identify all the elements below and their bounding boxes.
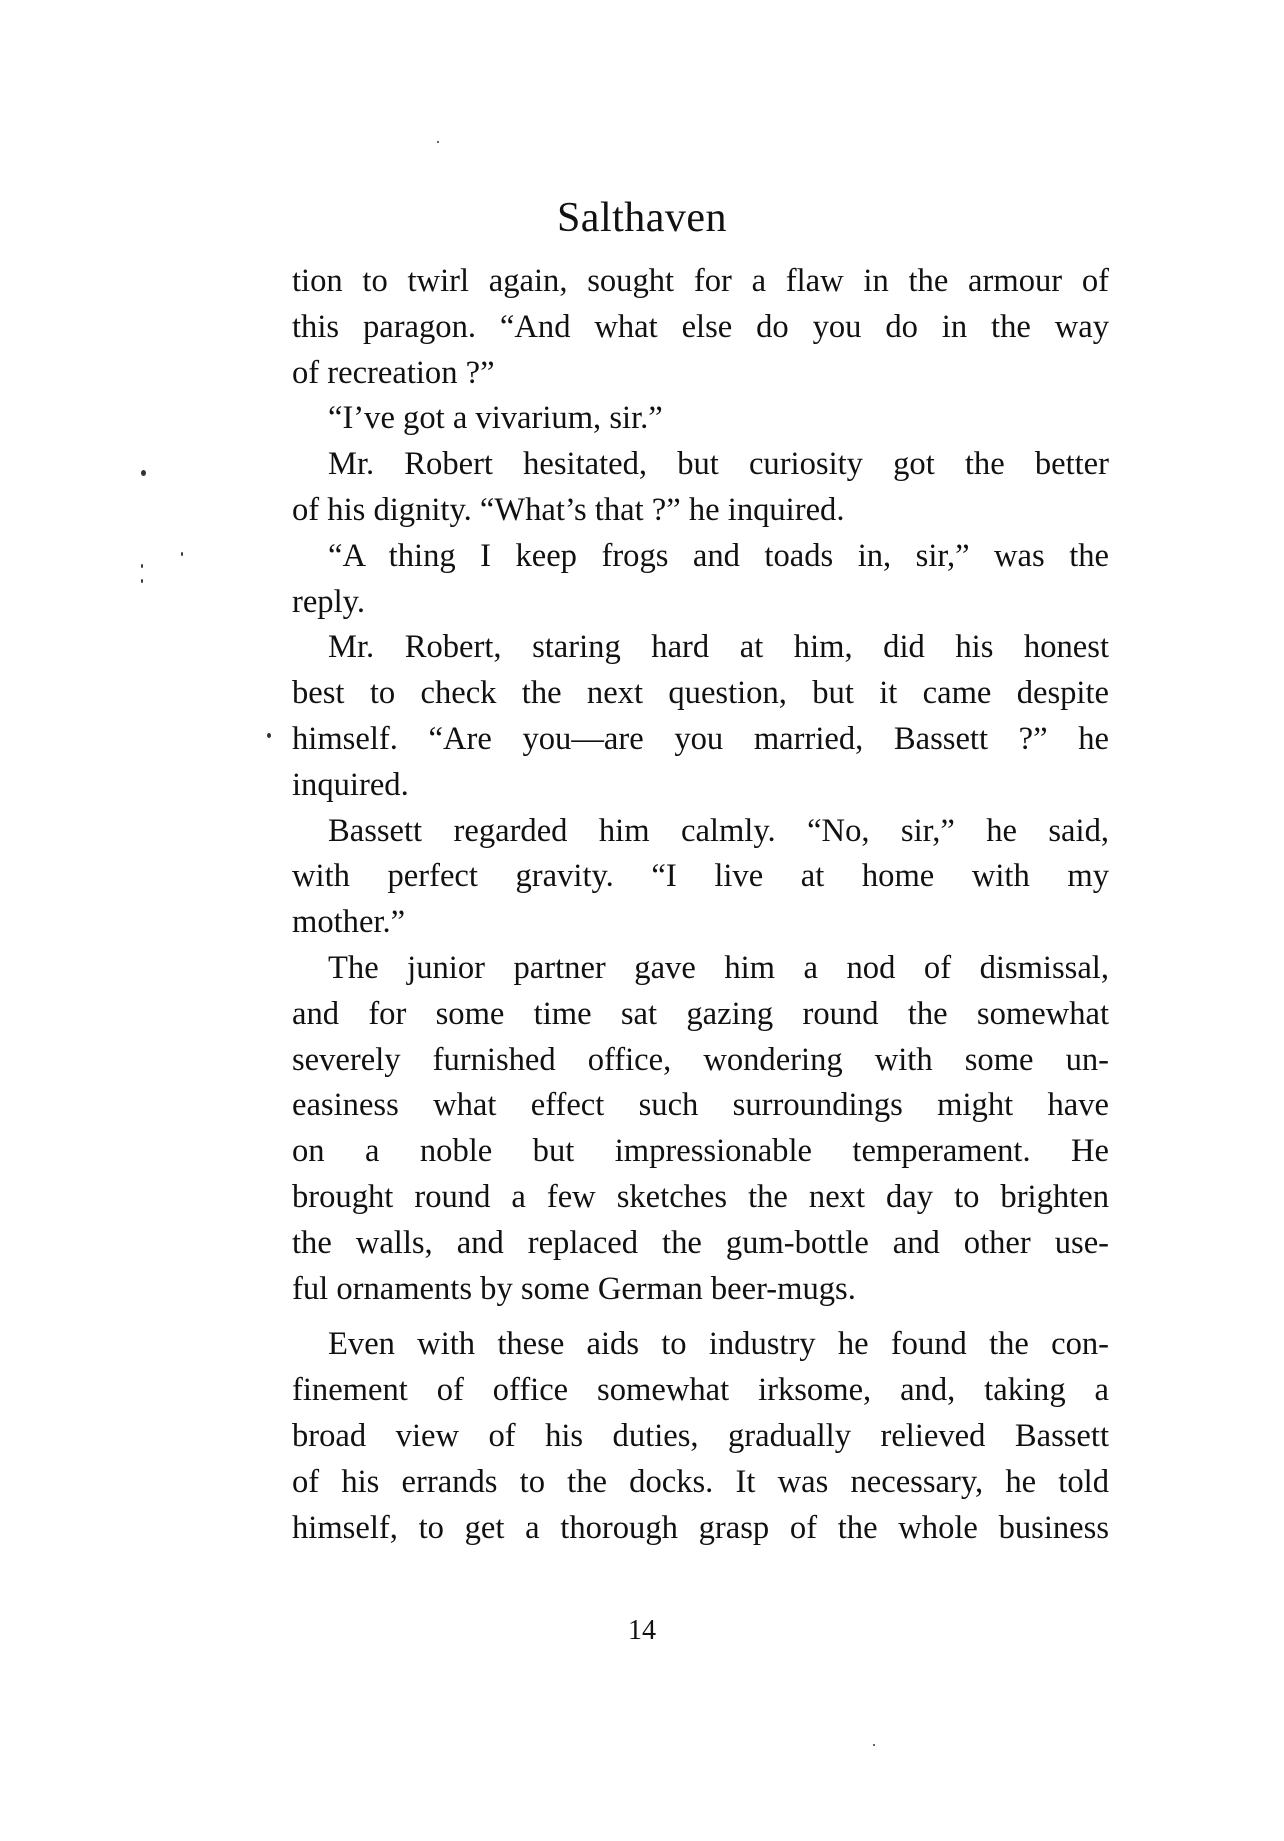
text-line: The junior partner gave him a nod of dismissal, <box>328 949 1109 986</box>
text-line: the walls, and replaced the gum-bottle and other use- <box>292 1224 1109 1261</box>
text-line: inquired. <box>292 766 409 803</box>
text-line: “I’ve got a vivarium, sir.” <box>328 400 663 437</box>
text-line: best to check the next question, but it came despite <box>292 675 1109 712</box>
body-text <box>292 259 1109 1551</box>
scan-speck <box>141 579 143 583</box>
text-line: mother.” <box>292 904 406 941</box>
text-line: “A thing I keep frogs and toads in, sir,” was the <box>328 537 1109 574</box>
text-line: Mr. Robert hesitated, but curiosity got the better <box>328 446 1109 483</box>
text-line: easiness what effect such surroundings might have <box>292 1087 1109 1124</box>
page-number: 14 <box>628 1615 656 1646</box>
text-line: this paragon. “And what else do you do in the way <box>292 308 1109 345</box>
scan-speck <box>437 141 439 143</box>
text-line: of his errands to the docks. It was necessary, he told <box>292 1463 1109 1500</box>
text-line: finement of office somewhat irksome, and, taking a <box>292 1372 1109 1409</box>
text-line: himself, to get a thorough grasp of the whole business <box>292 1509 1109 1546</box>
text-line: reply. <box>292 583 365 620</box>
scan-speck <box>267 733 271 738</box>
text-line: of his dignity. “What’s that ?” he inquired. <box>292 491 845 528</box>
text-line: ful ornaments by some German beer-mugs. <box>292 1270 856 1307</box>
scan-speck <box>141 564 143 568</box>
text-line: brought round a few sketches the next day to brighten <box>292 1178 1109 1215</box>
text-line: Mr. Robert, staring hard at him, did his honest <box>328 629 1109 666</box>
text-line: and for some time sat gazing round the somewhat <box>292 995 1109 1032</box>
text-line: broad view of his duties, gradually relieved Bassett <box>292 1417 1109 1454</box>
scan-speck <box>141 470 146 476</box>
text-line: Even with these aids to industry he found the con- <box>328 1326 1109 1363</box>
paragraph-gap <box>292 1312 1109 1322</box>
scan-speck <box>873 1744 875 1746</box>
running-head: Salthaven <box>556 195 728 241</box>
text-line: of recreation ?” <box>292 354 495 391</box>
scan-speck <box>181 552 183 556</box>
text-line: with perfect gravity. “I live at home with my <box>292 858 1109 895</box>
text-line: tion to twirl again, sought for a flaw in the armour of <box>292 263 1109 299</box>
text-line: himself. “Are you—are you married, Bassett ?” he <box>292 720 1109 757</box>
text-line: Bassett regarded him calmly. “No, sir,” he said, <box>328 812 1109 849</box>
text-line: on a noble but impressionable temperament. He <box>292 1133 1109 1170</box>
text-line: severely furnished office, wondering with some un- <box>292 1041 1109 1078</box>
